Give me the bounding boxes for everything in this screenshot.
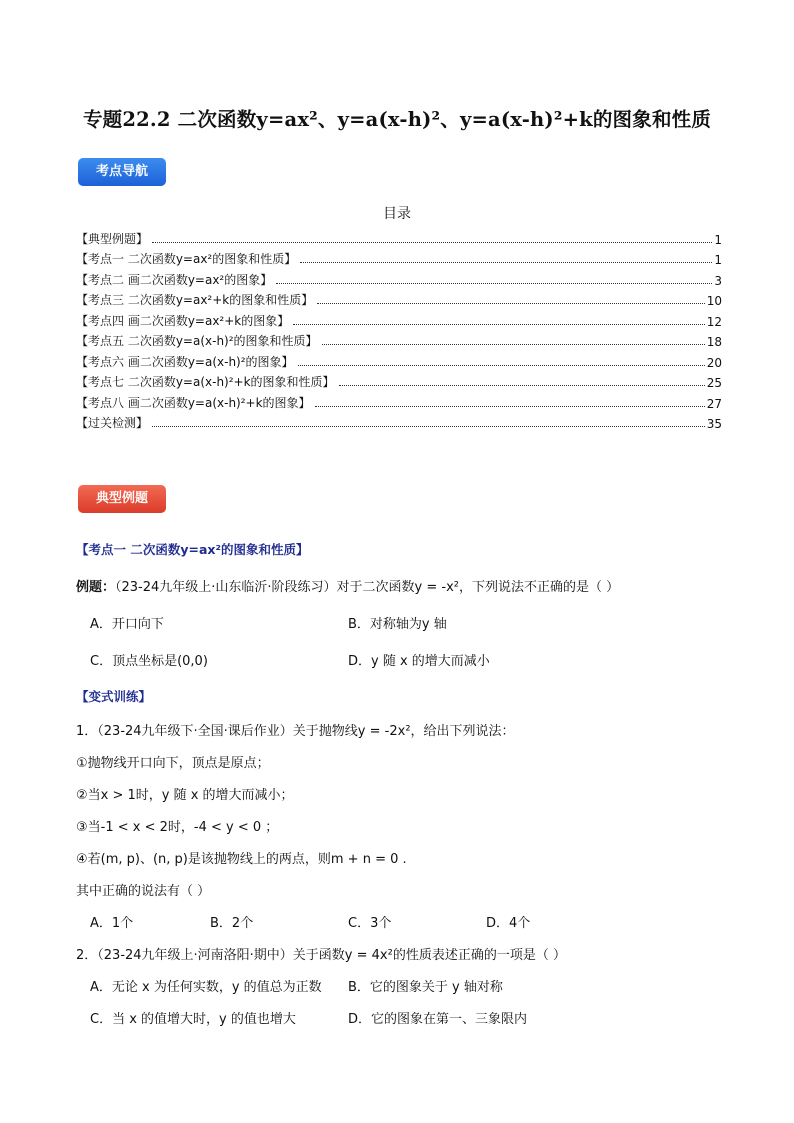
toc-label: 【考点六 画二次函数y=a(x-h)²的图象】 (76, 354, 294, 369)
toc-leader (152, 426, 705, 427)
toc-page: 25 (706, 376, 722, 390)
example-option-d: D．y 随 x 的增大而减小 (348, 654, 490, 669)
toc-row[interactable] (76, 247, 722, 268)
practice-heading: 【变式训练】 (76, 689, 152, 704)
toc-row[interactable] (76, 390, 722, 411)
toc-page: 35 (706, 417, 722, 431)
toc-page: 1 (714, 253, 722, 267)
toc-row[interactable] (76, 329, 722, 350)
example-option-b: B．对称轴为y 轴 (348, 617, 447, 632)
toc-label: 【考点四 画二次函数y=ax²+k的图象】 (76, 313, 290, 328)
toc-page: 20 (706, 355, 722, 370)
toc-page: 1 (714, 232, 722, 247)
toc-leader (322, 344, 705, 345)
q2-option-c: C．当 x 的值增大时，y 的值也增大 (90, 1012, 296, 1027)
q1-item: ②当x > 1时，y 随 x 的增大而减小； (76, 788, 294, 803)
toc-label: 【考点一 二次函数y=ax²的图象和性质】 (76, 252, 297, 266)
q2-option-a: A．无论 x 为任何实数，y 的值总为正数 (90, 980, 322, 995)
toc-leader (315, 406, 705, 407)
toc-leader (339, 385, 705, 386)
q2-stem: 2．（23-24九年级上·河南洛阳·期中）关于函数y = 4x²的性质表述正确的一项是（ ） (76, 948, 566, 963)
table-of-contents (76, 226, 722, 431)
q2-option-b: B．它的图象关于 y 轴对称 (348, 980, 503, 995)
toc-label: 【典型例题】 (76, 231, 149, 246)
examples-badge: 典型例题 (78, 485, 166, 513)
q1-option-a: A．1个 (90, 916, 134, 931)
toc-page: 3 (714, 273, 722, 288)
q1-prompt: 其中正确的说法有（ ） (76, 884, 211, 899)
toc-label: 【过关检测】 (76, 416, 149, 430)
toc-leader (298, 365, 705, 366)
q1-item: ③当-1 < x < 2时，-4 < y < 0 ； (76, 820, 279, 835)
toc-row[interactable] (76, 411, 722, 432)
toc-label: 【考点三 二次函数y=ax²+k的图象和性质】 (76, 293, 314, 307)
example-text: （23-24九年级上·山东临沂·阶段练习）对于二次函数y = -x²，下列说法不正确的是（ ） (115, 580, 620, 595)
toc-heading: 目录 (383, 206, 411, 222)
toc-leader (152, 242, 712, 243)
toc-page: 27 (706, 396, 722, 411)
toc-row[interactable] (76, 308, 722, 329)
document-title: 专题22.2 二次函数y=ax²、y=a(x-h)²、y=a(x-h)²+k的图象和性质 (82, 108, 712, 131)
toc-row[interactable] (76, 226, 722, 247)
toc-row[interactable] (76, 288, 722, 309)
toc-label: 【考点八 画二次函数y=a(x-h)²+k的图象】 (76, 395, 311, 410)
toc-page: 10 (706, 294, 722, 308)
toc-page: 12 (706, 314, 722, 329)
section-heading: 【考点一 二次函数y=ax²的图象和性质】 (76, 542, 309, 557)
toc-row[interactable] (76, 349, 722, 370)
toc-leader (293, 324, 704, 325)
example-option-a: A．开口向下 (90, 617, 164, 632)
toc-row[interactable] (76, 267, 722, 288)
q2-option-d: D．它的图象在第一、三象限内 (348, 1012, 528, 1027)
toc-leader (300, 262, 712, 263)
toc-leader (317, 303, 704, 304)
example-prefix: 例题： (76, 580, 116, 595)
q1-option-b: B．2个 (210, 916, 254, 931)
toc-label: 【考点二 画二次函数y=ax²的图象】 (76, 272, 273, 287)
example-question (76, 576, 619, 595)
toc-leader (276, 283, 712, 284)
toc-page: 18 (706, 335, 722, 349)
q1-item: ④若(m, p)、(n, p)是该抛物线上的两点，则m + n = 0 . (76, 852, 407, 867)
toc-row[interactable] (76, 370, 722, 391)
q1-stem: 1．（23-24九年级下·全国·课后作业）关于抛物线y = -2x²，给出下列说法： (76, 724, 515, 739)
toc-label: 【考点七 二次函数y=a(x-h)²+k的图象和性质】 (76, 375, 335, 389)
toc-label: 【考点五 二次函数y=a(x-h)²的图象和性质】 (76, 334, 318, 348)
q1-item: ①抛物线开口向下，顶点是原点； (76, 756, 270, 771)
example-option-c: C．顶点坐标是(0,0) (90, 654, 208, 669)
q1-option-c: C．3个 (348, 916, 392, 931)
nav-badge: 考点导航 (78, 158, 166, 186)
q1-option-d: D．4个 (486, 916, 531, 931)
